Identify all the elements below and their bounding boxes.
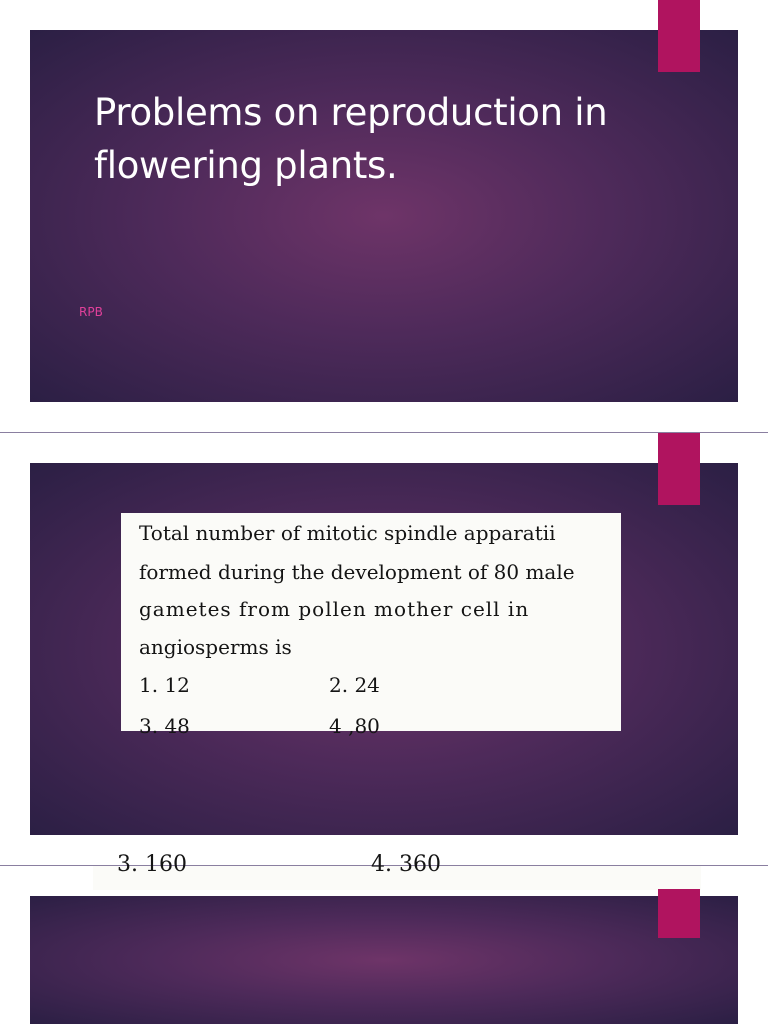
overflow-option-4: 4. 360 xyxy=(371,852,441,877)
question-line-3: gametes from pollen mother cell in xyxy=(139,597,530,621)
option-4: 4 ,80 xyxy=(329,714,380,738)
option-2: 2. 24 xyxy=(329,673,380,697)
slide-3 xyxy=(30,896,738,1024)
question-image-overflow xyxy=(93,852,701,890)
overflow-option-3: 3. 160 xyxy=(117,852,187,877)
option-1: 1. 12 xyxy=(139,673,190,697)
question-line-1: Total number of mitotic spindle apparatii xyxy=(139,521,556,545)
question-image xyxy=(121,513,621,738)
option-3: 3. 48 xyxy=(139,714,190,738)
slide-title: Problems on reproduction in flowering plants. xyxy=(94,91,608,187)
slide-divider xyxy=(0,432,768,433)
slide-1-accent-bar xyxy=(658,0,700,72)
question-line-2: formed during the development of 80 male xyxy=(139,560,575,584)
question-line-4: angiosperms is xyxy=(139,635,292,659)
slide-subtitle: RPB xyxy=(79,305,103,319)
slide-2-accent-bar xyxy=(658,433,700,505)
slide-3-accent-bar xyxy=(658,889,700,938)
